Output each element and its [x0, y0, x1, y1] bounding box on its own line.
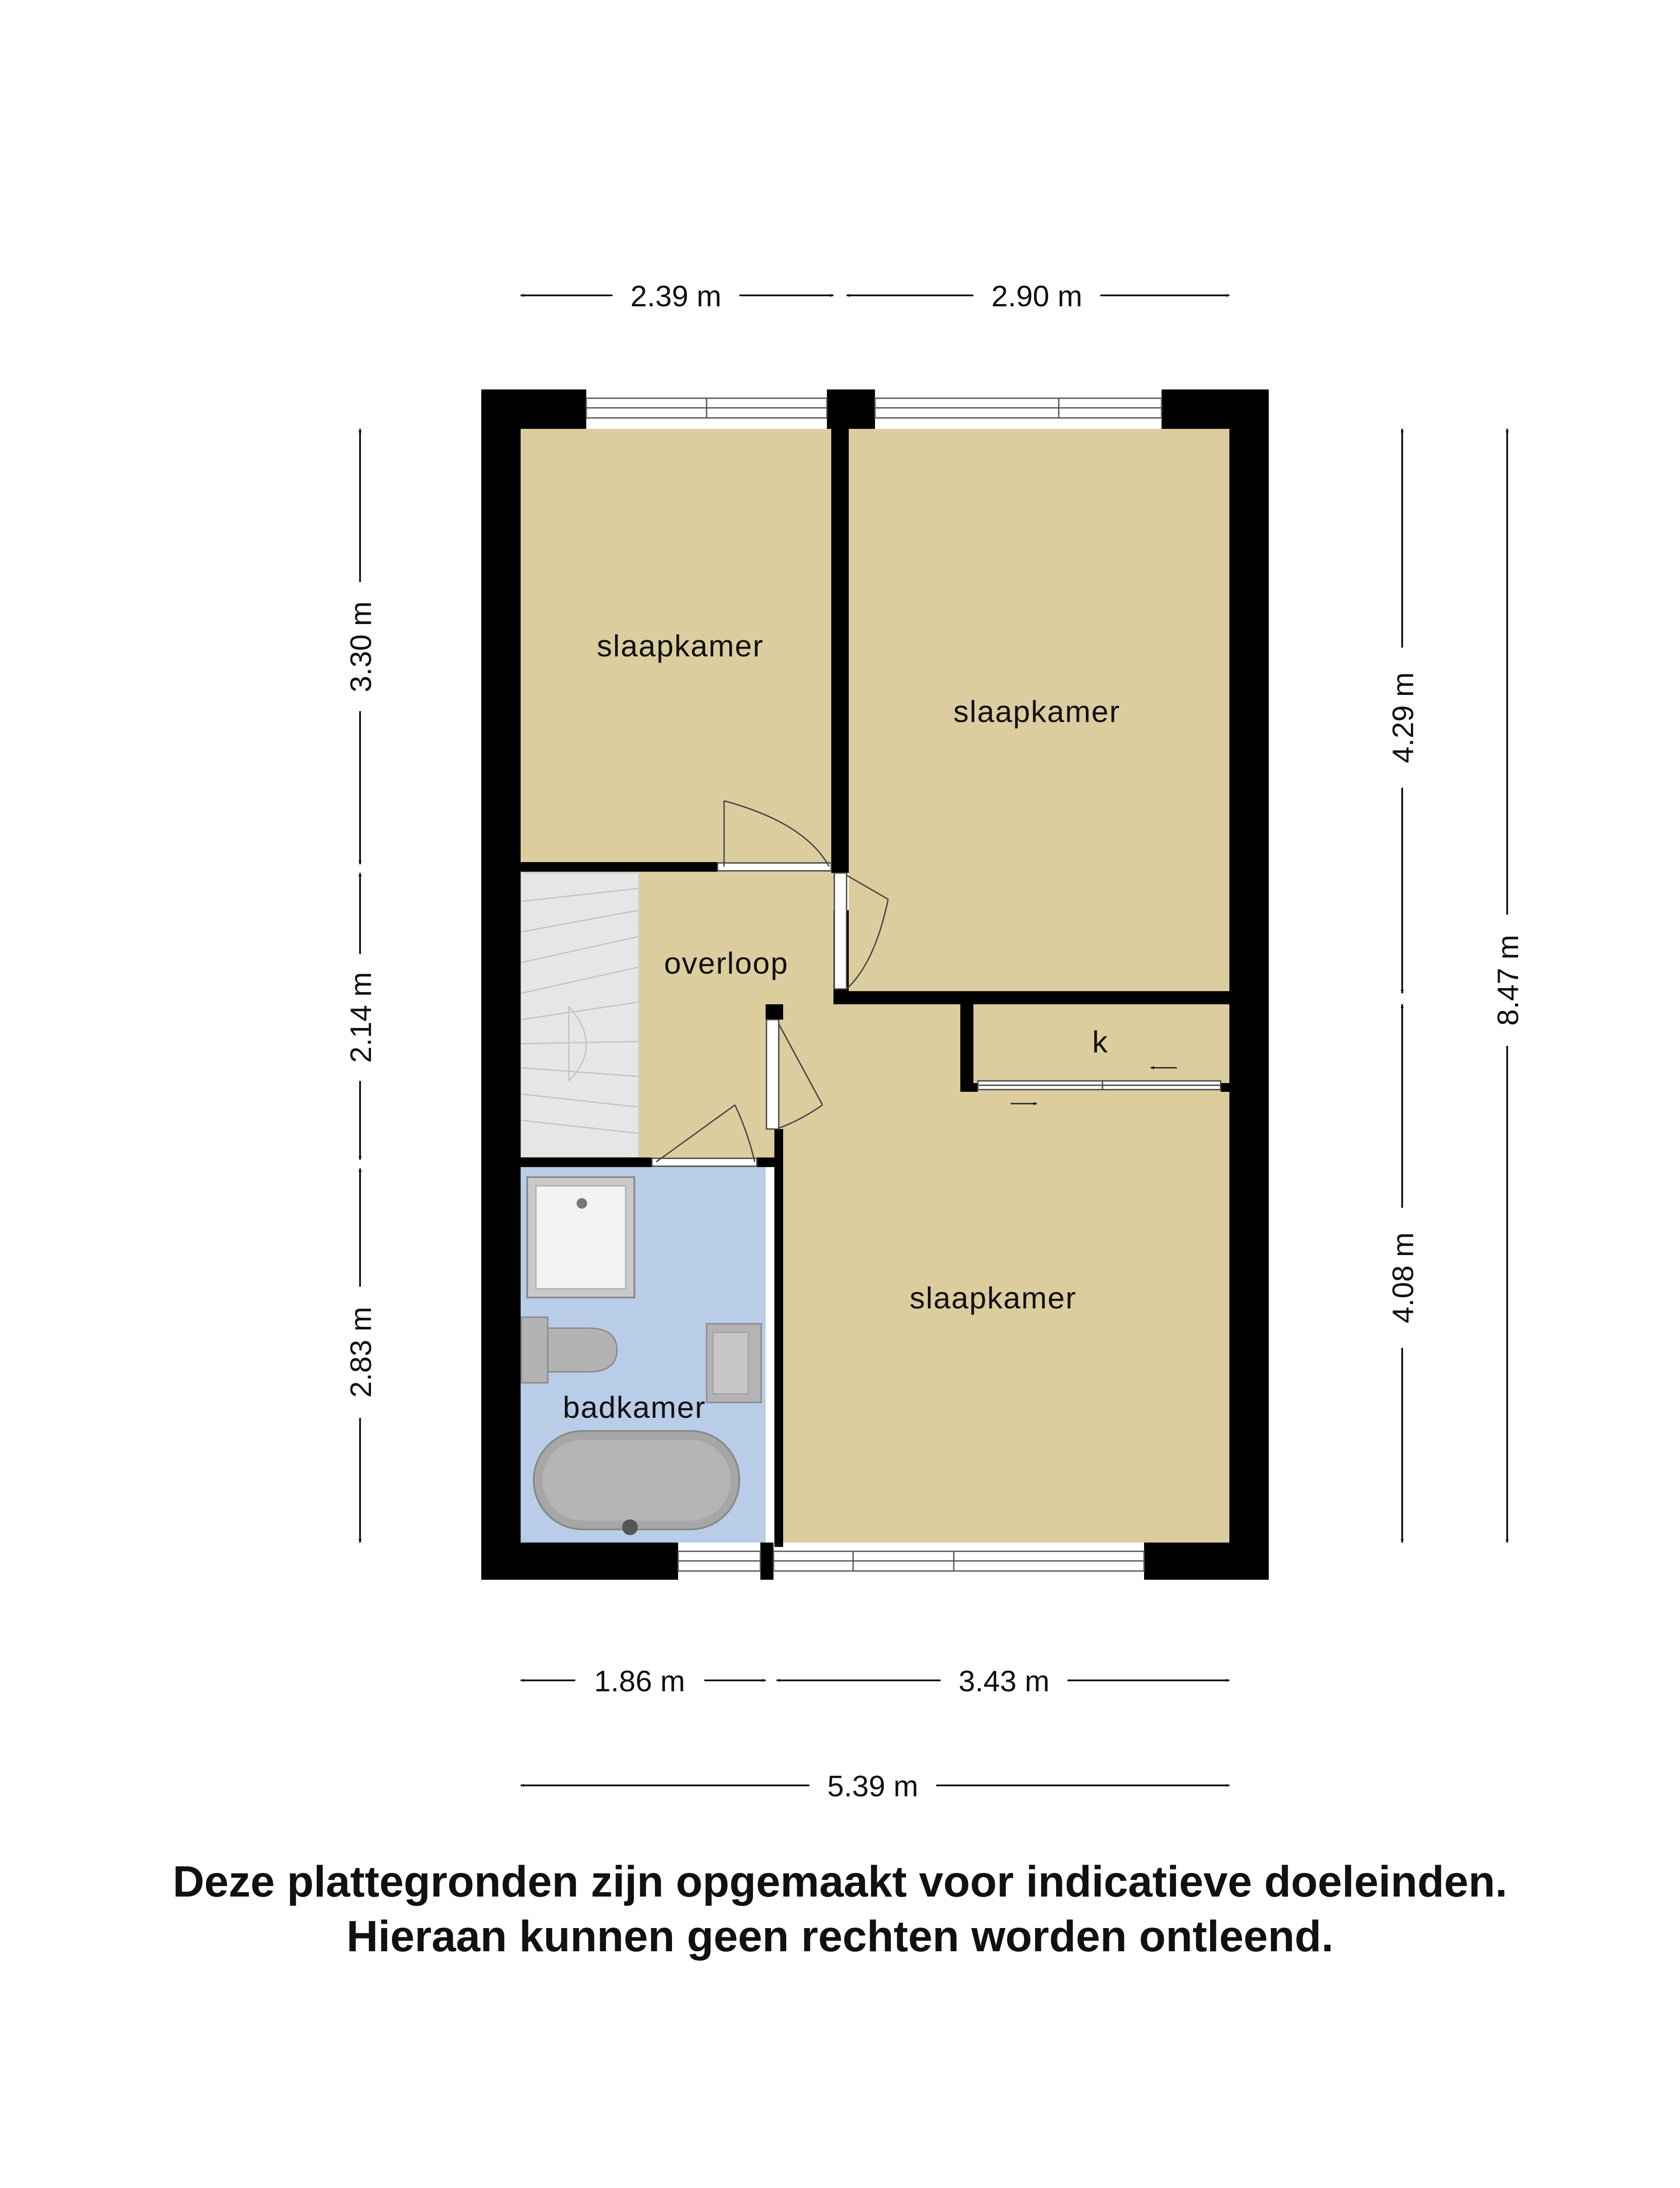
dimension-right-total: 8.47 m [1491, 935, 1525, 1026]
dimension-top-right: 2.90 m [991, 280, 1082, 313]
shower-tray [527, 1177, 634, 1297]
dimension-top-left: 2.39 m [630, 280, 721, 313]
dimension-left-middle: 2.14 m [344, 972, 378, 1063]
dimension-bottom-right: 3.43 m [959, 1665, 1050, 1698]
room-label-bedroom-top-right: slaapkamer [953, 694, 1120, 729]
dimension-bottom-left: 1.86 m [594, 1665, 685, 1698]
dimension-bottom-total: 5.39 m [827, 1770, 918, 1803]
room-label-bathroom: badkamer [563, 1390, 706, 1424]
room-label-closet: k [1092, 1025, 1109, 1059]
dimension-right-bottom: 4.08 m [1386, 1232, 1420, 1323]
room-label-bedroom-top-left: slaapkamer [597, 629, 764, 663]
disclaimer-line-1: Deze plattegronden zijn opgemaakt voor indicatieve doeleinden. [172, 1857, 1508, 1906]
room-label-landing: overloop [664, 946, 789, 980]
room-label-bedroom-bottom-right: slaapkamer [910, 1281, 1077, 1315]
disclaimer-line-2: Hieraan kunnen geen rechten worden ontleend. [346, 1912, 1334, 1961]
dimension-left-top: 3.30 m [344, 601, 378, 692]
staircase [521, 873, 639, 1157]
dimension-left-bottom: 2.83 m [344, 1307, 378, 1398]
bathtub [534, 1431, 739, 1535]
dimension-right-top: 4.29 m [1386, 672, 1420, 763]
sink [707, 1324, 761, 1403]
